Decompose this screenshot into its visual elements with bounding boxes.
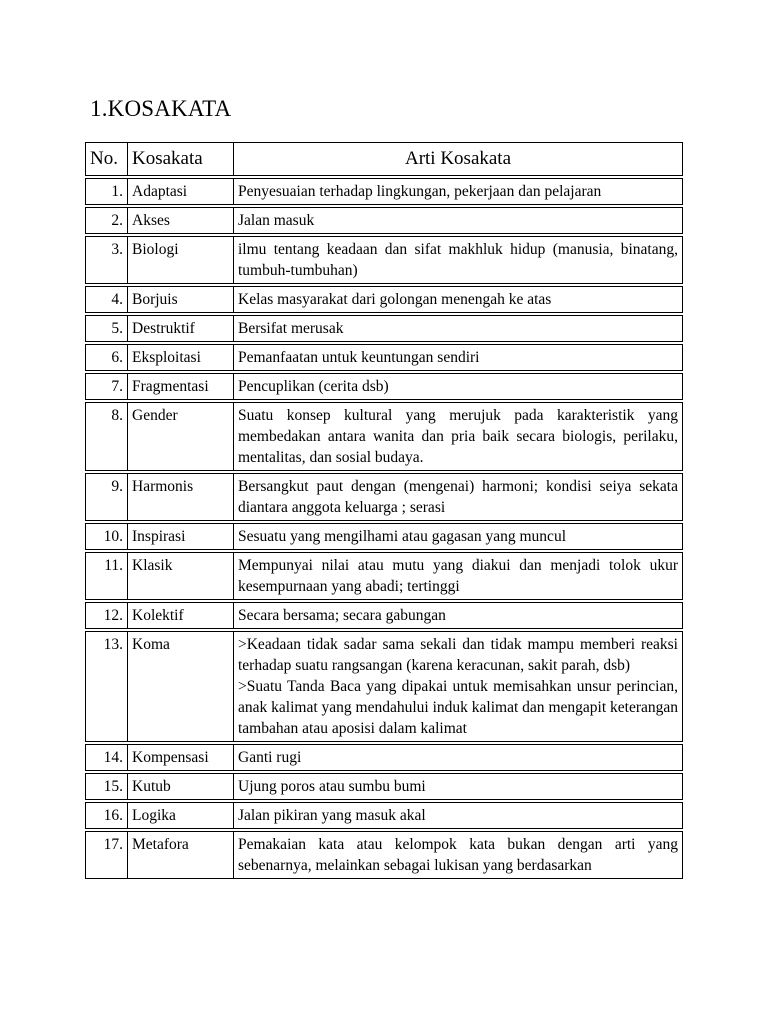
row-number: 14. bbox=[85, 744, 127, 771]
term-definition bbox=[233, 178, 683, 205]
term-definition bbox=[233, 802, 683, 829]
term-definition bbox=[233, 523, 683, 550]
definition-text: Pencuplikan (cerita dsb) bbox=[238, 378, 389, 395]
table-row bbox=[85, 402, 683, 471]
row-number: 9. bbox=[85, 473, 127, 521]
table-row bbox=[85, 373, 683, 400]
row-number: 8. bbox=[85, 402, 127, 471]
row-number: 16. bbox=[85, 802, 127, 829]
term-definition bbox=[233, 773, 683, 800]
table-row bbox=[85, 744, 683, 771]
definition-text: Mempunyai nilai atau mutu yang diakui dan menjadi tolok ukur kesempurnaan yang abadi; tertinggi bbox=[238, 557, 678, 595]
column-header-no: No. bbox=[85, 142, 127, 176]
definition-text: Ujung poros atau sumbu bumi bbox=[238, 778, 426, 795]
definition-text: Jalan masuk bbox=[238, 212, 315, 229]
term-definition bbox=[233, 286, 683, 313]
vocabulary-table-container bbox=[85, 140, 683, 881]
table-row bbox=[85, 631, 683, 742]
table-header bbox=[85, 142, 683, 176]
row-number: 13. bbox=[85, 631, 127, 742]
vocabulary-term: Kolektif bbox=[127, 602, 233, 629]
term-definition bbox=[233, 344, 683, 371]
column-header-term: Kosakata bbox=[127, 142, 233, 176]
term-definition bbox=[233, 236, 683, 284]
vocabulary-term: Borjuis bbox=[127, 286, 233, 313]
vocabulary-term: Fragmentasi bbox=[127, 373, 233, 400]
row-number: 11. bbox=[85, 552, 127, 600]
definition-text: >Keadaan tidak sadar sama sekali dan tidak mampu memberi reaksi terhadap suatu rangsangan (karena keracunan, sakit parah, dsb) bbox=[238, 636, 678, 674]
row-number: 12. bbox=[85, 602, 127, 629]
term-definition bbox=[233, 373, 683, 400]
page-title: 1.KOSAKATA bbox=[90, 96, 232, 121]
vocabulary-term: Klasik bbox=[127, 552, 233, 600]
table-row bbox=[85, 473, 683, 521]
row-number: 4. bbox=[85, 286, 127, 313]
header-row bbox=[85, 142, 683, 176]
table-body bbox=[85, 178, 683, 879]
table-row bbox=[85, 236, 683, 284]
vocabulary-term: Gender bbox=[127, 402, 233, 471]
definition-text: >Suatu Tanda Baca yang dipakai untuk memisahkan unsur perincian, anak kalimat yang mendahului induk kalimat dan mengapit keterangan tambahan atau aposisi dalam kalimat bbox=[238, 678, 678, 737]
table-row bbox=[85, 773, 683, 800]
table-row bbox=[85, 344, 683, 371]
term-definition bbox=[233, 744, 683, 771]
vocabulary-term: Harmonis bbox=[127, 473, 233, 521]
definition-text: Sesuatu yang mengilhami atau gagasan yang muncul bbox=[238, 528, 566, 545]
row-number: 6. bbox=[85, 344, 127, 371]
row-number: 17. bbox=[85, 831, 127, 879]
vocabulary-term: Destruktif bbox=[127, 315, 233, 342]
table-row bbox=[85, 315, 683, 342]
column-header-definition: Arti Kosakata bbox=[233, 142, 683, 176]
definition-text: Jalan pikiran yang masuk akal bbox=[238, 807, 426, 824]
table-row bbox=[85, 831, 683, 879]
term-definition bbox=[233, 402, 683, 471]
row-number: 10. bbox=[85, 523, 127, 550]
row-number: 3. bbox=[85, 236, 127, 284]
definition-text: Penyesuaian terhadap lingkungan, pekerjaan dan pelajaran bbox=[238, 183, 602, 200]
term-definition bbox=[233, 207, 683, 234]
table-row bbox=[85, 552, 683, 600]
definition-text: Bersifat merusak bbox=[238, 320, 344, 337]
vocabulary-term: Inspirasi bbox=[127, 523, 233, 550]
definition-text: Secara bersama; secara gabungan bbox=[238, 607, 446, 624]
vocabulary-term: Akses bbox=[127, 207, 233, 234]
term-definition bbox=[233, 473, 683, 521]
vocabulary-table bbox=[85, 140, 683, 881]
table-row bbox=[85, 207, 683, 234]
vocabulary-term: Adaptasi bbox=[127, 178, 233, 205]
vocabulary-term: Biologi bbox=[127, 236, 233, 284]
term-definition bbox=[233, 315, 683, 342]
row-number: 5. bbox=[85, 315, 127, 342]
definition-text: Pemakaian kata atau kelompok kata bukan dengan arti yang sebenarnya, melainkan sebagai lukisan yang berdasarkan bbox=[238, 836, 678, 874]
definition-text: Ganti rugi bbox=[238, 749, 302, 766]
table-row bbox=[85, 178, 683, 205]
vocabulary-term: Kompensasi bbox=[127, 744, 233, 771]
term-definition bbox=[233, 631, 683, 742]
term-definition bbox=[233, 552, 683, 600]
definition-text: ilmu tentang keadaan dan sifat makhluk hidup (manusia, binatang, tumbuh-tumbuhan) bbox=[238, 241, 678, 279]
row-number: 15. bbox=[85, 773, 127, 800]
definition-text: Pemanfaatan untuk keuntungan sendiri bbox=[238, 349, 480, 366]
vocabulary-term: Kutub bbox=[127, 773, 233, 800]
definition-text: Bersangkut paut dengan (mengenai) harmoni; kondisi seiya sekata diantara anggota keluarga ; serasi bbox=[238, 478, 678, 516]
table-row bbox=[85, 523, 683, 550]
row-number: 2. bbox=[85, 207, 127, 234]
table-row bbox=[85, 602, 683, 629]
vocabulary-term: Koma bbox=[127, 631, 233, 742]
definition-text: Kelas masyarakat dari golongan menengah ke atas bbox=[238, 291, 552, 308]
term-definition bbox=[233, 602, 683, 629]
vocabulary-term: Metafora bbox=[127, 831, 233, 879]
table-row bbox=[85, 286, 683, 313]
table-row bbox=[85, 802, 683, 829]
term-definition bbox=[233, 831, 683, 879]
definition-text: Suatu konsep kultural yang merujuk pada karakteristik yang membedakan antara wanita dan pria baik secara biologis, perilaku, mentalitas, dan sosial budaya. bbox=[238, 407, 678, 466]
vocabulary-term: Logika bbox=[127, 802, 233, 829]
row-number: 1. bbox=[85, 178, 127, 205]
row-number: 7. bbox=[85, 373, 127, 400]
vocabulary-term: Eksploitasi bbox=[127, 344, 233, 371]
